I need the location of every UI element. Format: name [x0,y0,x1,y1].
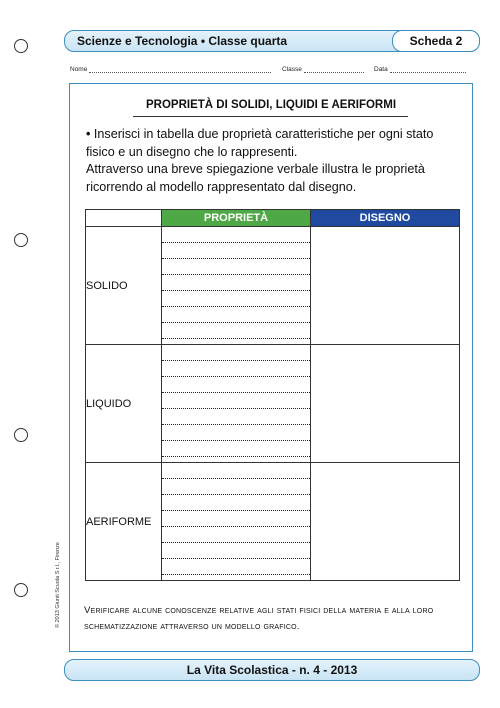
header-bar [64,30,480,52]
drawing-cell-liquid[interactable] [311,345,460,463]
name-line [89,66,271,73]
name-field [70,66,271,73]
drawing-cell-gas[interactable] [311,463,460,581]
subject-title: Scienze e Tecnologia • Classe quarta [77,34,288,48]
date-line [390,66,466,73]
worksheet-title: PROPRIETÀ DI SOLIDI, LIQUIDI E AERIFORMI [145,99,397,111]
drawing-cell-solid[interactable] [311,227,460,345]
teacher-note: Verificare alcune conoscenze relative agli stati fisici della materia e alla loro schematizzazione attraverso un modello grafico. [84,605,434,632]
instructions [86,126,458,196]
footer-bar: La Vita Scolastica - n. 4 - 2013 [64,659,480,681]
table-header-row [86,210,460,227]
class-field [282,66,364,73]
state-label-gas: AERIFORME [86,463,162,581]
properties-cell-liquid[interactable] [162,345,311,463]
table-row-solid [86,227,460,345]
class-line [304,66,364,73]
properties-cell-solid[interactable] [162,227,311,345]
binder-hole-1 [14,39,28,53]
bullet-icon: • [86,127,91,141]
table-row-gas [86,463,460,581]
instruction-line-1: Inserisci in tabella due proprietà caratteristiche per ogni stato fisico e un disegno che lo rappresenti. [86,127,434,159]
binder-hole-4 [14,583,28,597]
properties-cell-gas[interactable] [162,463,311,581]
binder-hole-3 [14,428,28,442]
properties-header: PROPRIETÀ [162,210,311,227]
title-underline [133,116,408,117]
header-empty-cell [86,210,162,227]
name-label: Nome [70,66,88,73]
class-label: Classe [282,66,302,73]
drawing-header: DISEGNO [311,210,460,227]
date-label: Data [374,66,388,73]
date-field [374,66,466,73]
table-row-liquid [86,345,460,463]
instruction-line-2: Attraverso una breve spiegazione verbale illustra le proprietà ricorrendo al modello rappresentato dal disegno. [86,162,425,194]
state-label-solid: SOLIDO [86,227,162,345]
binder-hole-2 [14,233,28,247]
states-table [85,209,460,581]
worksheet-card [69,83,473,652]
copyright-text: © 2013 Giunti Scuola S.r.l., Firenze [55,542,61,628]
sheet-number: Scheda 2 [392,30,480,52]
state-label-liquid: LIQUIDO [86,345,162,463]
